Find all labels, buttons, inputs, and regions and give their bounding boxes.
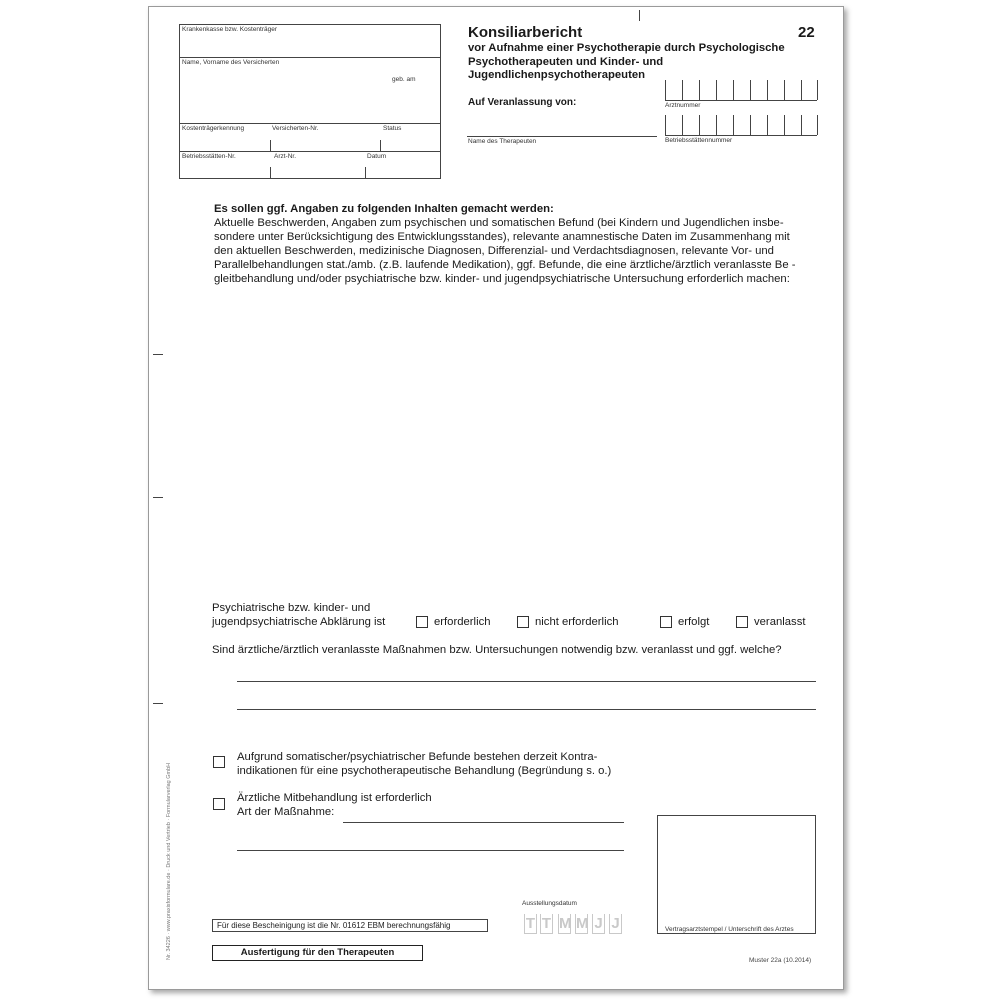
instructions-line-5: gleitbehandlung und/oder psychiatrische bzw. kinder- und jugendpsychiatrische Untersuchung erforderlich machen:	[214, 273, 790, 285]
name-label: Name, Vorname des Versicherten	[182, 59, 280, 66]
kostentraeger-label: Kostenträgerkennung	[182, 125, 245, 132]
form-subtitle-3: Jugendlichenpsychotherapeuten	[468, 69, 646, 81]
therapeut-label: Name des Therapeuten	[468, 138, 537, 145]
date-box-t1[interactable]: T	[525, 915, 536, 932]
veranlassung-label: Auf Veranlassung von:	[468, 97, 577, 108]
instructions-heading: Es sollen ggf. Angaben zu folgenden Inhalten gemacht werden:	[214, 203, 554, 215]
label-veranlasst: veranlasst	[754, 616, 806, 628]
form-subtitle-1: vor Aufnahme einer Psychotherapie durch Psychologische	[468, 42, 785, 54]
fold-mark-top	[639, 10, 640, 21]
art-der-massnahme-label: Art der Maßnahme:	[237, 806, 335, 818]
arztnummer-field[interactable]	[665, 80, 817, 100]
betriebsstaette-label: Betriebsstätten-Nr.	[182, 153, 236, 160]
ausfertigung-label: Ausfertigung für den Therapeuten	[212, 945, 423, 961]
fold-mark	[153, 354, 163, 355]
fold-mark	[153, 703, 163, 704]
massnahmen-line-1[interactable]	[237, 681, 816, 682]
form-title: Konsiliarbericht	[468, 24, 583, 41]
checkbox-erfolgt[interactable]	[660, 616, 672, 628]
massnahmen-question: Sind ärztliche/ärztlich veranlasste Maßnahmen bzw. Untersuchungen notwendig bzw. veranlasst und ggf. welche?	[212, 644, 782, 656]
label-erforderlich: erforderlich	[434, 616, 491, 628]
checkbox-erforderlich[interactable]	[416, 616, 428, 628]
date-box-t2[interactable]: T	[541, 915, 552, 932]
date-box-j2[interactable]: J	[609, 914, 622, 934]
form-number: 22	[798, 24, 815, 41]
versicherten-label: Versicherten-Nr.	[272, 125, 319, 132]
geb-label: geb. am	[392, 76, 416, 83]
checkbox-veranlasst[interactable]	[736, 616, 748, 628]
fold-mark	[153, 497, 163, 498]
psych-label-1: Psychiatrische bzw. kinder- und	[212, 602, 371, 614]
form-subtitle-2: Psychotherapeuten und Kinder- und	[468, 55, 664, 68]
checkbox-nicht-erforderlich[interactable]	[517, 616, 529, 628]
stempel-label: Vertragsarztstempel / Unterschrift des Arztes	[665, 926, 794, 933]
label-nicht-erforderlich: nicht erforderlich	[535, 616, 619, 628]
datum-label: Datum	[367, 153, 387, 160]
instructions-line-2: sondere unter Berücksichtigung des Entwicklungsstandes), relevante anamnestische Daten im Zusammenhang mit	[214, 231, 790, 243]
therapeut-field[interactable]	[467, 136, 657, 137]
mitbehandlung-label: Ärztliche Mitbehandlung ist erforderlich	[237, 792, 432, 804]
betriebsstaettennummer-label: Betriebsstättennummer	[665, 137, 733, 144]
arztnummer-label: Arztnummer	[665, 102, 701, 109]
massnahmen-line-2[interactable]	[237, 709, 816, 710]
muster-label: Muster 22a (10.2014)	[749, 957, 812, 964]
date-box-m1[interactable]: M	[559, 915, 572, 932]
art-der-massnahme-line-1[interactable]	[343, 822, 624, 823]
betriebsstaettennummer-field[interactable]	[665, 115, 817, 135]
instructions-line-3: den aktuellen Beschwerden, medizinische Diagnosen, Differenzial- und Verdachtsdiagnosen, relevante Vor- und	[214, 245, 774, 257]
ebm-note: Für diese Bescheinigung ist die Nr. 01612 EBM berechnungsfähig	[212, 919, 488, 932]
label-erfolgt: erfolgt	[678, 616, 710, 628]
instructions-line-4: Parallelbehandlungen stat./amb. (z.B. laufende Medikation), ggf. Befunde, die eine ärztliche/ärztlich veranlasste Be -	[214, 259, 796, 271]
side-imprint: Nr. 34226 · www.praxisformulare.de · Druck und Vertrieb · Formularverlag GmbH	[166, 762, 172, 960]
date-box-j1[interactable]: J	[592, 914, 605, 934]
instructions-line-1: Aktuelle Beschwerden, Angaben zum psychischen und somatischen Befund (bei Kindern und Jugendlichen insbe-	[214, 217, 784, 229]
kasse-label: Krankenkasse bzw. Kostenträger	[182, 26, 278, 33]
date-box-m2[interactable]: M	[576, 915, 589, 932]
status-label: Status	[383, 125, 402, 132]
psych-label-2: jugendpsychiatrische Abklärung ist	[212, 616, 386, 628]
stempel-box[interactable]	[657, 815, 816, 934]
art-der-massnahme-line-2[interactable]	[237, 850, 624, 851]
befund-textarea[interactable]	[212, 292, 812, 592]
kontra-label-2: indikationen für eine psychotherapeutische Behandlung (Begründung s. o.)	[237, 765, 612, 777]
ausstellungsdatum-label: Ausstellungsdatum	[522, 900, 577, 907]
kontra-label-1: Aufgrund somatischer/psychiatrischer Befunde bestehen derzeit Kontra-	[237, 751, 598, 763]
checkbox-mitbehandlung[interactable]	[213, 798, 225, 810]
arzt-label: Arzt-Nr.	[274, 153, 297, 160]
checkbox-kontraindikation[interactable]	[213, 756, 225, 768]
